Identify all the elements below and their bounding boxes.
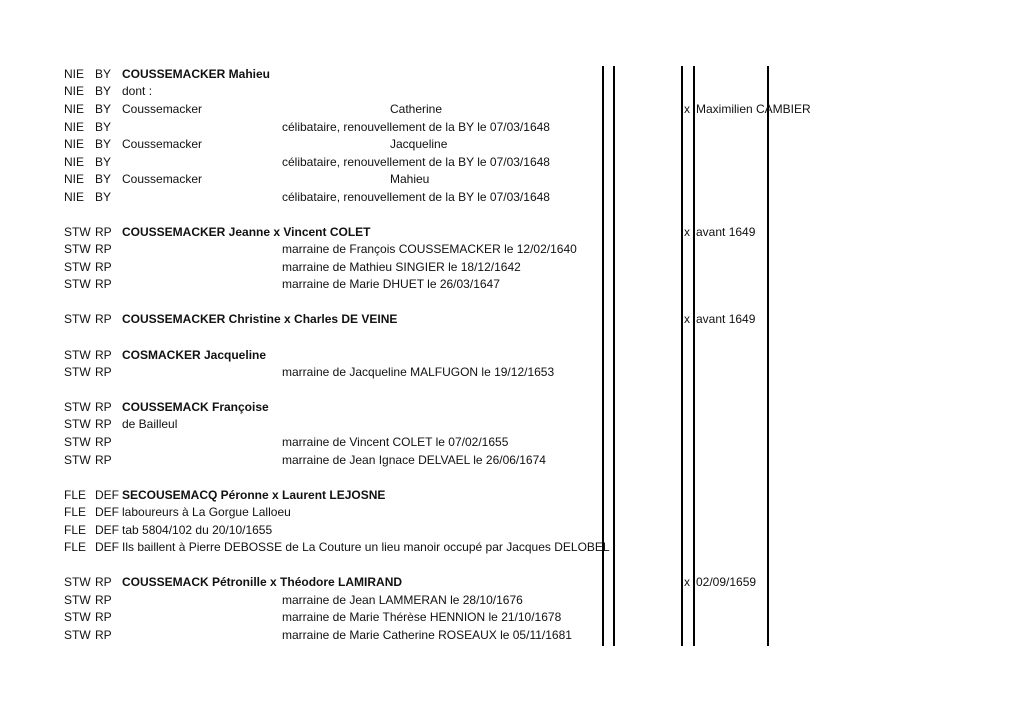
record-code: RP	[95, 453, 112, 467]
record-firstname: Mahieu	[390, 172, 430, 186]
record-code: RP	[95, 242, 112, 256]
record-marriage-mark: x	[684, 102, 690, 116]
record-code: RP	[95, 365, 112, 379]
record-place: NIE	[64, 120, 85, 134]
record-detail: marraine de Jacqueline MALFUGON le 19/12/1653	[282, 365, 555, 379]
record-name: COUSSEMACKER Christine x Charles DE VEINE	[122, 312, 398, 326]
record-marriage-note: avant 1649	[696, 312, 756, 326]
record-code: RP	[95, 435, 112, 449]
record-place: NIE	[64, 67, 85, 81]
record-code: RP	[95, 628, 112, 642]
record-detail: marraine de François COUSSEMACKER le 12/02/1640	[282, 242, 577, 256]
record-code: BY	[95, 172, 112, 186]
record-name: de Bailleul	[122, 417, 178, 431]
record-place: STW	[64, 225, 91, 239]
record-detail: marraine de Vincent COLET le 07/02/1655	[282, 435, 509, 449]
record-place: STW	[64, 610, 91, 624]
record-detail: marraine de Mathieu SINGIER le 18/12/1642	[282, 260, 521, 274]
record-code: RP	[95, 277, 112, 291]
record-place: STW	[64, 575, 91, 589]
record-place: NIE	[64, 172, 85, 186]
record-name: COSMACKER Jacqueline	[122, 348, 267, 362]
record-code: RP	[95, 400, 112, 414]
record-place: STW	[64, 435, 91, 449]
record-place: STW	[64, 453, 91, 467]
record-code: BY	[95, 102, 112, 116]
record-firstname: Jacqueline	[390, 137, 448, 151]
record-name: Ils baillent à Pierre DEBOSSE de La Couture un lieu manoir occupé par Jacques DELOBEL	[122, 540, 610, 554]
record-code: RP	[95, 312, 112, 326]
record-name: Coussemacker	[122, 102, 203, 116]
record-marriage-mark: x	[684, 312, 690, 326]
record-place: FLE	[64, 540, 87, 554]
record-place: FLE	[64, 505, 87, 519]
record-code: DEF	[95, 505, 119, 519]
record-place: NIE	[64, 190, 85, 204]
record-place: STW	[64, 628, 91, 642]
record-place: STW	[64, 260, 91, 274]
record-firstname: Catherine	[390, 102, 443, 116]
record-detail: célibataire, renouvellement de la BY le 07/03/1648	[282, 155, 550, 169]
record-place: STW	[64, 593, 91, 607]
record-code: DEF	[95, 488, 119, 502]
record-marriage-note: Maximilien CAMBIER	[696, 102, 811, 116]
record-marriage-mark: x	[684, 225, 690, 239]
record-detail: marraine de Marie Thérèse HENNION le 21/10/1678	[282, 610, 562, 624]
record-name: COUSSEMACKER Jeanne x Vincent COLET	[122, 225, 371, 239]
record-place: FLE	[64, 488, 87, 502]
column-divider	[613, 66, 615, 646]
record-code: BY	[95, 190, 112, 204]
record-place: STW	[64, 348, 91, 362]
record-code: DEF	[95, 540, 119, 554]
record-detail: marraine de Jean LAMMERAN le 28/10/1676	[282, 593, 523, 607]
record-code: BY	[95, 67, 112, 81]
record-code: BY	[95, 120, 112, 134]
record-name: COUSSEMACK Pétronille x Théodore LAMIRAND	[122, 575, 403, 589]
column-divider	[693, 66, 695, 646]
record-name: tab 5804/102 du 20/10/1655	[122, 523, 273, 537]
record-place: STW	[64, 242, 91, 256]
record-name: COUSSEMACKER Mahieu	[122, 67, 271, 81]
record-place: STW	[64, 365, 91, 379]
column-divider	[602, 66, 604, 646]
record-code: BY	[95, 137, 112, 151]
record-name: dont :	[122, 84, 153, 98]
record-name: Coussemacker	[122, 137, 203, 151]
record-code: BY	[95, 84, 112, 98]
record-code: RP	[95, 260, 112, 274]
record-place: STW	[64, 400, 91, 414]
record-code: RP	[95, 348, 112, 362]
record-place: NIE	[64, 155, 85, 169]
record-place: STW	[64, 277, 91, 291]
record-place: NIE	[64, 84, 85, 98]
record-place: FLE	[64, 523, 87, 537]
record-place: NIE	[64, 137, 85, 151]
record-code: RP	[95, 610, 112, 624]
record-code: BY	[95, 155, 112, 169]
record-code: RP	[95, 225, 112, 239]
record-detail: célibataire, renouvellement de la BY le 07/03/1648	[282, 120, 550, 134]
record-code: RP	[95, 417, 112, 431]
record-place: NIE	[64, 102, 85, 116]
record-marriage-note: avant 1649	[696, 225, 756, 239]
column-divider	[681, 66, 683, 646]
record-detail: marraine de Marie DHUET le 26/03/1647	[282, 277, 500, 291]
record-code: RP	[95, 593, 112, 607]
record-name: COUSSEMACK Françoise	[122, 400, 269, 414]
record-marriage-mark: x	[684, 575, 690, 589]
record-name: SECOUSEMACQ Péronne x Laurent LEJOSNE	[122, 488, 386, 502]
record-detail: marraine de Marie Catherine ROSEAUX le 05/11/1681	[282, 628, 572, 642]
record-marriage-note: 02/09/1659	[696, 575, 757, 589]
record-code: DEF	[95, 523, 119, 537]
record-place: STW	[64, 312, 91, 326]
record-code: RP	[95, 575, 112, 589]
record-detail: marraine de Jean Ignace DELVAEL le 26/06/1674	[282, 453, 546, 467]
record-place: STW	[64, 417, 91, 431]
record-name: Coussemacker	[122, 172, 203, 186]
record-name: laboureurs à La Gorgue Lalloeu	[122, 505, 291, 519]
record-detail: célibataire, renouvellement de la BY le 07/03/1648	[282, 190, 550, 204]
column-divider	[767, 66, 769, 646]
